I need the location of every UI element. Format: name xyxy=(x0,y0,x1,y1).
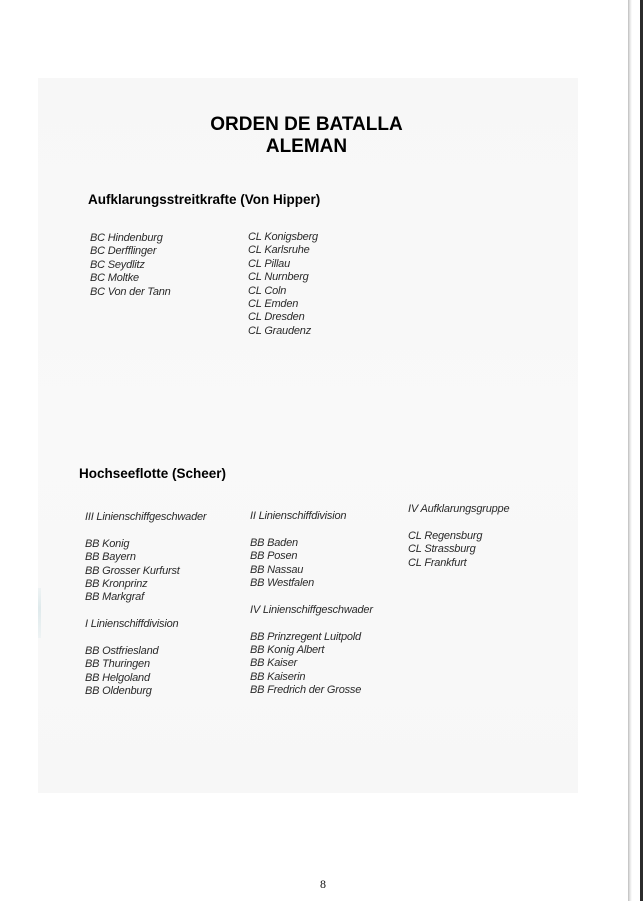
fleet-column-1 xyxy=(85,511,206,698)
spacer xyxy=(85,524,206,537)
list-item: BC Von der Tann xyxy=(90,285,171,298)
list-item: CL Pillau xyxy=(248,257,291,270)
group-title: I Linienschiffdivision xyxy=(85,618,179,631)
list-item: BB Konig xyxy=(85,537,130,550)
spacer xyxy=(250,617,373,630)
list-item: BB Oldenburg xyxy=(85,685,152,698)
list-item: BB Kaiser xyxy=(250,657,298,670)
fleet-column-2 xyxy=(250,510,373,697)
list-item: CL Frankfurt xyxy=(408,556,467,569)
page-title-line-1: ORDEN DE BATALLA xyxy=(210,114,403,135)
list-item: BC Derfflinger xyxy=(90,245,157,258)
list-item: CL Regensburg xyxy=(408,529,483,542)
list-item: BB Baden xyxy=(250,536,298,549)
scouting-forces-heading: Aufklarungsstreitkrafte (Von Hipper) xyxy=(88,192,321,207)
list-item: BB Thuringen xyxy=(85,658,150,671)
list-item: BB Kronprinz xyxy=(85,577,148,590)
list-item: CL Graudenz xyxy=(248,324,312,337)
list-item: CL Strassburg xyxy=(408,543,476,556)
list-item: BC Hindenburg xyxy=(90,232,163,244)
list-item: BB Ostfriesland xyxy=(85,644,159,657)
high-seas-fleet-heading: Hochseeflotte (Scheer) xyxy=(79,466,227,481)
list-item: BB Helgoland xyxy=(85,671,150,684)
list-item: CL Karlsruhe xyxy=(248,244,310,257)
spacer xyxy=(85,605,206,618)
group-title: II Linienschiffdivision xyxy=(250,510,347,522)
list-item: BB Prinzregent Luitpold xyxy=(250,630,361,643)
spacer xyxy=(250,590,373,603)
page-title-line-2: ALEMAN xyxy=(265,136,348,157)
fleet-column-3 xyxy=(408,503,509,570)
spacer xyxy=(250,523,373,536)
list-item: CL Emden xyxy=(248,297,299,310)
spacer xyxy=(408,516,509,529)
list-item: BB Posen xyxy=(250,550,298,563)
list-item: BB Grosser Kurfurst xyxy=(85,564,180,577)
list-item: CL Nurnberg xyxy=(248,271,309,284)
list-item: BB Westfalen xyxy=(250,576,315,589)
list-item: BB Konig Albert xyxy=(250,643,325,656)
list-item: BB Fredrich der Grosse xyxy=(250,684,362,697)
list-item: CL Coln xyxy=(248,284,287,297)
list-item: BB Kaiserin xyxy=(250,670,306,683)
light-cruiser-list xyxy=(248,231,318,338)
group-title: III Linienschiffgeschwader xyxy=(85,511,207,523)
battlecruiser-list xyxy=(90,232,171,299)
spacer xyxy=(85,632,206,645)
scan-artifact xyxy=(38,588,41,638)
list-item: BB Bayern xyxy=(85,551,136,564)
page-number: 8 xyxy=(320,877,326,891)
list-item: BB Markgraf xyxy=(85,591,144,604)
page-edge xyxy=(628,0,643,901)
group-title: IV Aufklarungsgruppe xyxy=(408,503,510,515)
group-title: IV Linienschiffgeschwader xyxy=(250,603,373,616)
list-item: CL Dresden xyxy=(248,311,305,324)
list-item: BB Nassau xyxy=(250,563,304,576)
list-item: CL Konigsberg xyxy=(248,231,318,243)
list-item: BC Moltke xyxy=(90,272,139,285)
list-item: BC Seydlitz xyxy=(90,258,145,271)
